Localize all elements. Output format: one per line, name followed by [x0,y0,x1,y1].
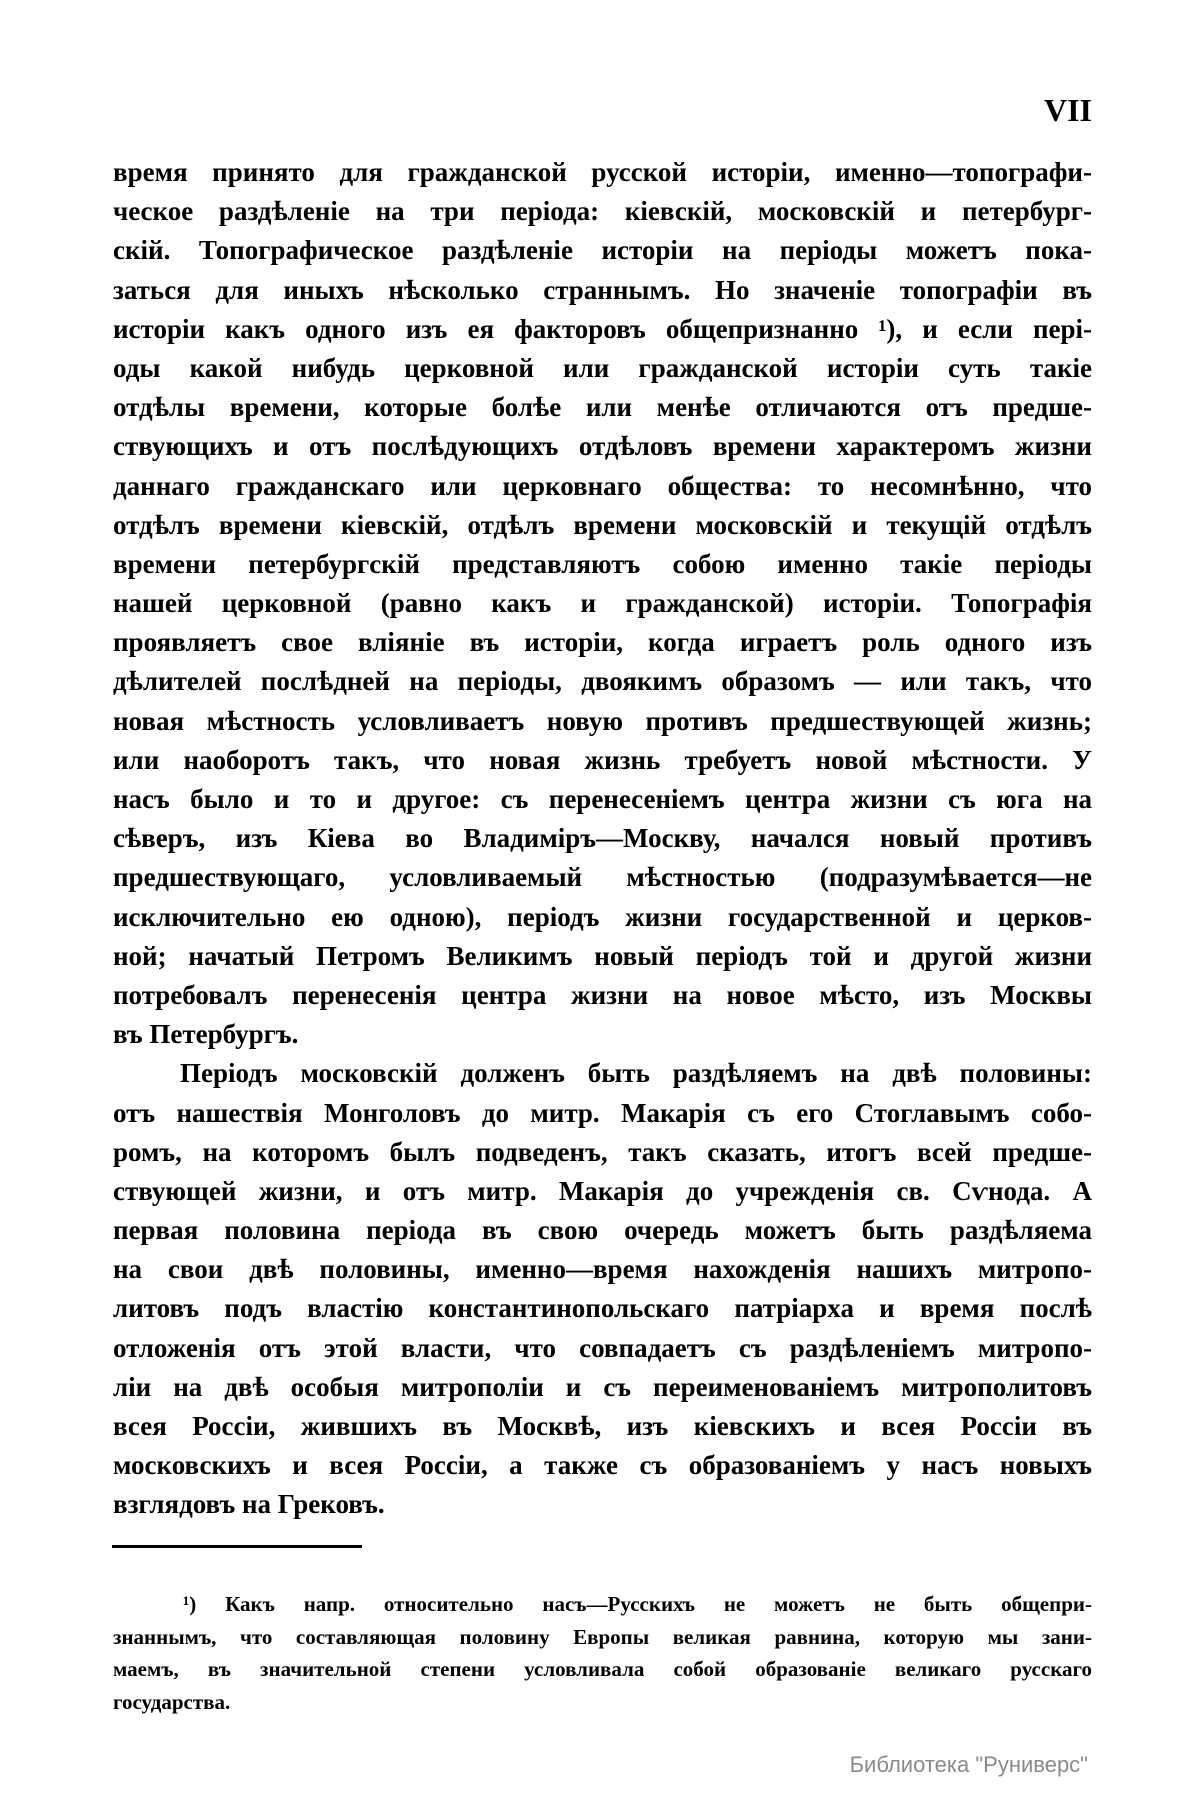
text-line: сѣверъ, изъ Кіева во Владиміръ—Москву, начался новый противъ [113,823,1092,854]
text-line: даннаго гражданскаго или церковнаго общества: то несомнѣнно, что [113,470,1092,501]
text-line: всея Россіи, жившихъ въ Москвѣ, изъ кіевскихъ и всея Россіи въ [113,1411,1092,1441]
text-line: первая половина періода въ свою очередь можетъ быть раздѣляема [113,1215,1092,1246]
text-line: оды какой нибудь церковной или гражданской исторіи суть такіе [113,352,1092,383]
text-line: московскихъ и всея Россіи, а также съ образованіемъ у насъ новыхъ [113,1450,1092,1481]
text-line: отдѣлъ времени кіевскій, отдѣлъ времени московскій и текущій отдѣлъ [113,509,1092,540]
text-line: исключительно ею одною), періодъ жизни государственной и церков- [113,901,1092,932]
text-line: предшествующаго, условливаемый мѣстностью (подразумѣвается—не [113,862,1092,893]
footnote [113,1588,1092,1718]
text-line: на свои двѣ половины, именно—время нахожденія нашихъ митропо- [113,1254,1092,1285]
text-line: заться для иныхъ нѣсколько страннымъ. Но значеніе топографіи въ [113,274,1092,305]
body-text [113,153,1092,1525]
text-line: ствующей жизни, и отъ митр. Макарія до учрежденія св. Сѵнода. А [113,1175,1092,1206]
text-line: нашей церковной (равно какъ и гражданской) исторіи. Топографія [113,588,1092,619]
text-line: времени петербургскій представляютъ собою именно такіе періоды [113,548,1092,579]
text-line: ¹) Какъ напр. относительно насъ—Русскихъ не можетъ не быть общепри- [183,1592,1092,1616]
text-line: знаннымъ, что составляющая половину Европы великая равнина, которую мы зани- [113,1624,1092,1649]
text-line: время принято для гражданской русской исторіи, именно—топографи- [113,157,1092,187]
text-line: дѣлителей послѣдней на періоды, двоякимъ образомъ — или такъ, что [113,666,1092,697]
text-line: насъ было и то и другое: съ перенесеніемъ центра жизни съ юга на [113,784,1092,814]
text-line: ческое раздѣленіе на три періода: кіевскій, московскій и петербург- [113,196,1092,227]
text-line: ромъ, на которомъ былъ подведенъ, такъ сказать, итогъ всей предше- [113,1136,1092,1167]
paragraph-1 [113,153,1092,1054]
text-line: государства. [113,1689,231,1714]
text-line: взглядовъ на Грековъ. [113,1489,385,1520]
text-line: или наоборотъ такъ, что новая жизнь требуетъ новой мѣстности. У [113,744,1092,775]
text-line: исторіи какъ одного изъ ея факторовъ общепризнанно ¹), и если пері- [113,313,1092,344]
text-line: проявляетъ свое вліяніе въ исторіи, когда играетъ роль одного изъ [113,627,1092,658]
page-number: VII [1043,92,1092,128]
text-line: потребовалъ перенесенія центра жизни на новое мѣсто, изъ Москвы [113,979,1092,1010]
text-line: маемъ, въ значительной степени условливала собой образованіе великаго русскаго [113,1657,1092,1681]
text-line: Періодъ московскій долженъ быть раздѣляемъ на двѣ половины: [180,1058,1092,1089]
library-watermark: Библиотека "Руниверс" [849,1752,1088,1777]
text-line: скій. Топографическое раздѣленіе исторіи на періоды можетъ пока- [113,235,1092,266]
text-line: литовъ подъ властію константинопольскаго патріарха и время послѣ [113,1293,1092,1324]
text-line: отъ нашествія Монголовъ до митр. Макарія съ его Стоглавымъ собо- [113,1097,1092,1128]
text-line: ной; начатый Петромъ Великимъ новый періодъ той и другой жизни [113,940,1092,971]
text-line: ствующихъ и отъ послѣдующихъ отдѣловъ времени характеромъ жизни [113,431,1092,462]
text-line: отложенія отъ этой власти, что совпадаетъ съ раздѣленіемъ митропо- [113,1332,1092,1363]
paragraph-2 [113,1054,1092,1524]
text-line: новая мѣстность условливаетъ новую противъ предшествующей жизнь; [113,705,1092,736]
footnote-separator [112,1545,362,1548]
text-line: ліи на двѣ особыя митрополіи и съ переименованіемъ митрополитовъ [113,1371,1092,1402]
text-line: отдѣлы времени, которые болѣе или менѣе отличаются отъ предше- [113,392,1092,423]
text-line: въ Петербургъ. [113,1019,299,1050]
